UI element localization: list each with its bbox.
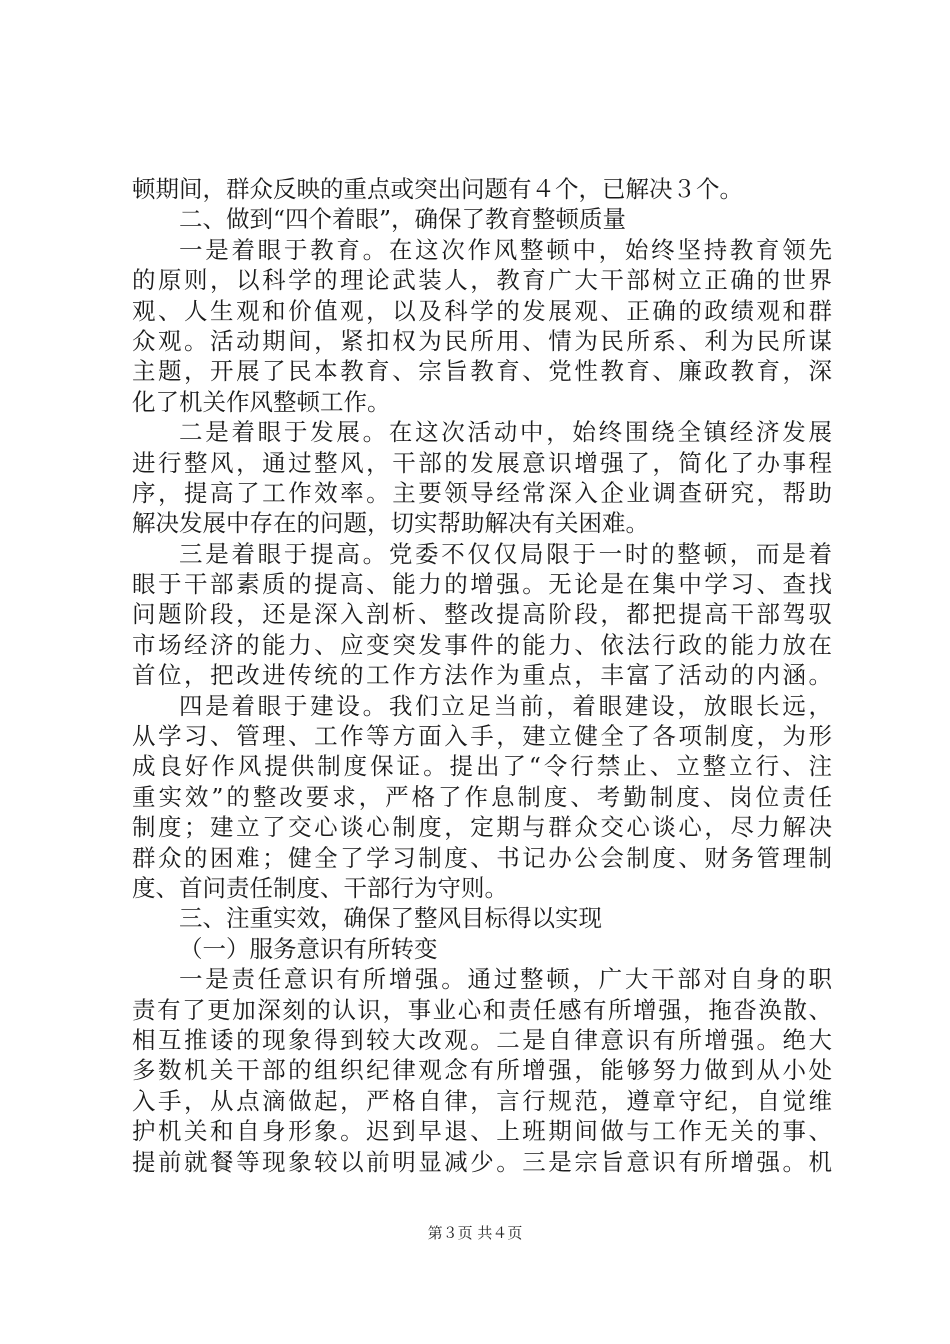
text-line: （一）服务意识有所转变: [179, 934, 438, 963]
text-line: 一是着眼于教育。在这次作风整顿中，始终坚持教育领先: [179, 235, 832, 264]
text-line: 群众的困难；健全了学习制度、书记办公会制度、财务管理制: [132, 843, 832, 872]
text-line: 的原则，以科学的理论武装人，教育广大干部树立正确的世界: [132, 266, 832, 295]
text-line: 三、注重实效，确保了整风目标得以实现: [179, 904, 602, 933]
text-line: 四是着眼于建设。我们立足当前，着眼建设，放眼长远，: [179, 691, 832, 720]
page-footer: [0, 1222, 950, 1243]
text-line: 进行整风，通过整风，干部的发展意识增强了，简化了办事程: [132, 448, 832, 477]
text-line: 提前就餐等现象较以前明显减少。三是宗旨意识有所增强。机: [132, 1147, 832, 1176]
text-line: 责有了更加深刻的认识，事业心和责任感有所增强，拖沓涣散、: [132, 995, 832, 1024]
text-line: 解决发展中存在的问题，切实帮助解决有关困难。: [132, 509, 649, 538]
text-line: 一是责任意识有所增强。通过整顿，广大干部对自身的职: [179, 965, 832, 994]
text-line: 眼于干部素质的提高、能力的增强。无论是在集中学习、查找: [132, 570, 832, 599]
text-line: 观、人生观和价值观，以及科学的发展观、正确的政绩观和群: [132, 296, 832, 325]
text-line: 入手，从点滴做起，严格自律，言行规范，遵章守纪，自觉维: [132, 1086, 832, 1115]
text-line: 重实效”的整改要求，严格了作息制度、考勤制度、岗位责任: [132, 782, 832, 811]
text-line: 制度；建立了交心谈心制度，定期与群众交心谈心，尽力解决: [132, 813, 832, 842]
text-line: 主题，开展了民本教育、宗旨教育、党性教育、廉政教育，深: [132, 357, 832, 386]
text-line: 化了机关作风整顿工作。: [132, 387, 391, 416]
document-body: [132, 174, 832, 1177]
text-line: 三是着眼于提高。党委不仅仅局限于一时的整顿，而是着: [179, 539, 832, 568]
text-line: 二、做到“四个着眼”，确保了教育整顿质量: [179, 205, 627, 234]
text-line: 护机关和自身形象。迟到早退、上班期间做与工作无关的事、: [132, 1117, 832, 1146]
text-line: 从学习、管理、工作等方面入手，建立健全了各项制度，为形: [132, 722, 832, 751]
text-line: 众观。活动期间，紧扣权为民所用、情为民所系、利为民所谋: [132, 326, 832, 355]
text-line: 度、首问责任制度、干部行为守则。: [132, 873, 508, 902]
text-line: 首位，把改进传统的工作方法作为重点，丰富了活动的内涵。: [132, 661, 832, 690]
text-line: 问题阶段，还是深入剖析、整改提高阶段，都把提高干部驾驭: [132, 600, 832, 629]
page-number-label: 第３页 共４页: [427, 1224, 523, 1242]
text-line: 市场经济的能力、应变突发事件的能力、依法行政的能力放在: [132, 630, 832, 659]
text-line: 多数机关干部的组织纪律观念有所增强，能够努力做到从小处: [132, 1056, 832, 1085]
text-line: 二是着眼于发展。在这次活动中，始终围绕全镇经济发展: [179, 418, 832, 447]
text-line: 成良好作风提供制度保证。提出了“令行禁止、立整立行、注: [132, 752, 832, 781]
text-line: 顿期间，群众反映的重点或突出问题有４个，已解决３个。: [132, 175, 743, 203]
text-line: 相互推诿的现象得到较大改观。二是自律意识有所增强。绝大: [132, 1025, 832, 1054]
text-line: 序，提高了工作效率。主要领导经常深入企业调查研究，帮助: [132, 478, 832, 507]
